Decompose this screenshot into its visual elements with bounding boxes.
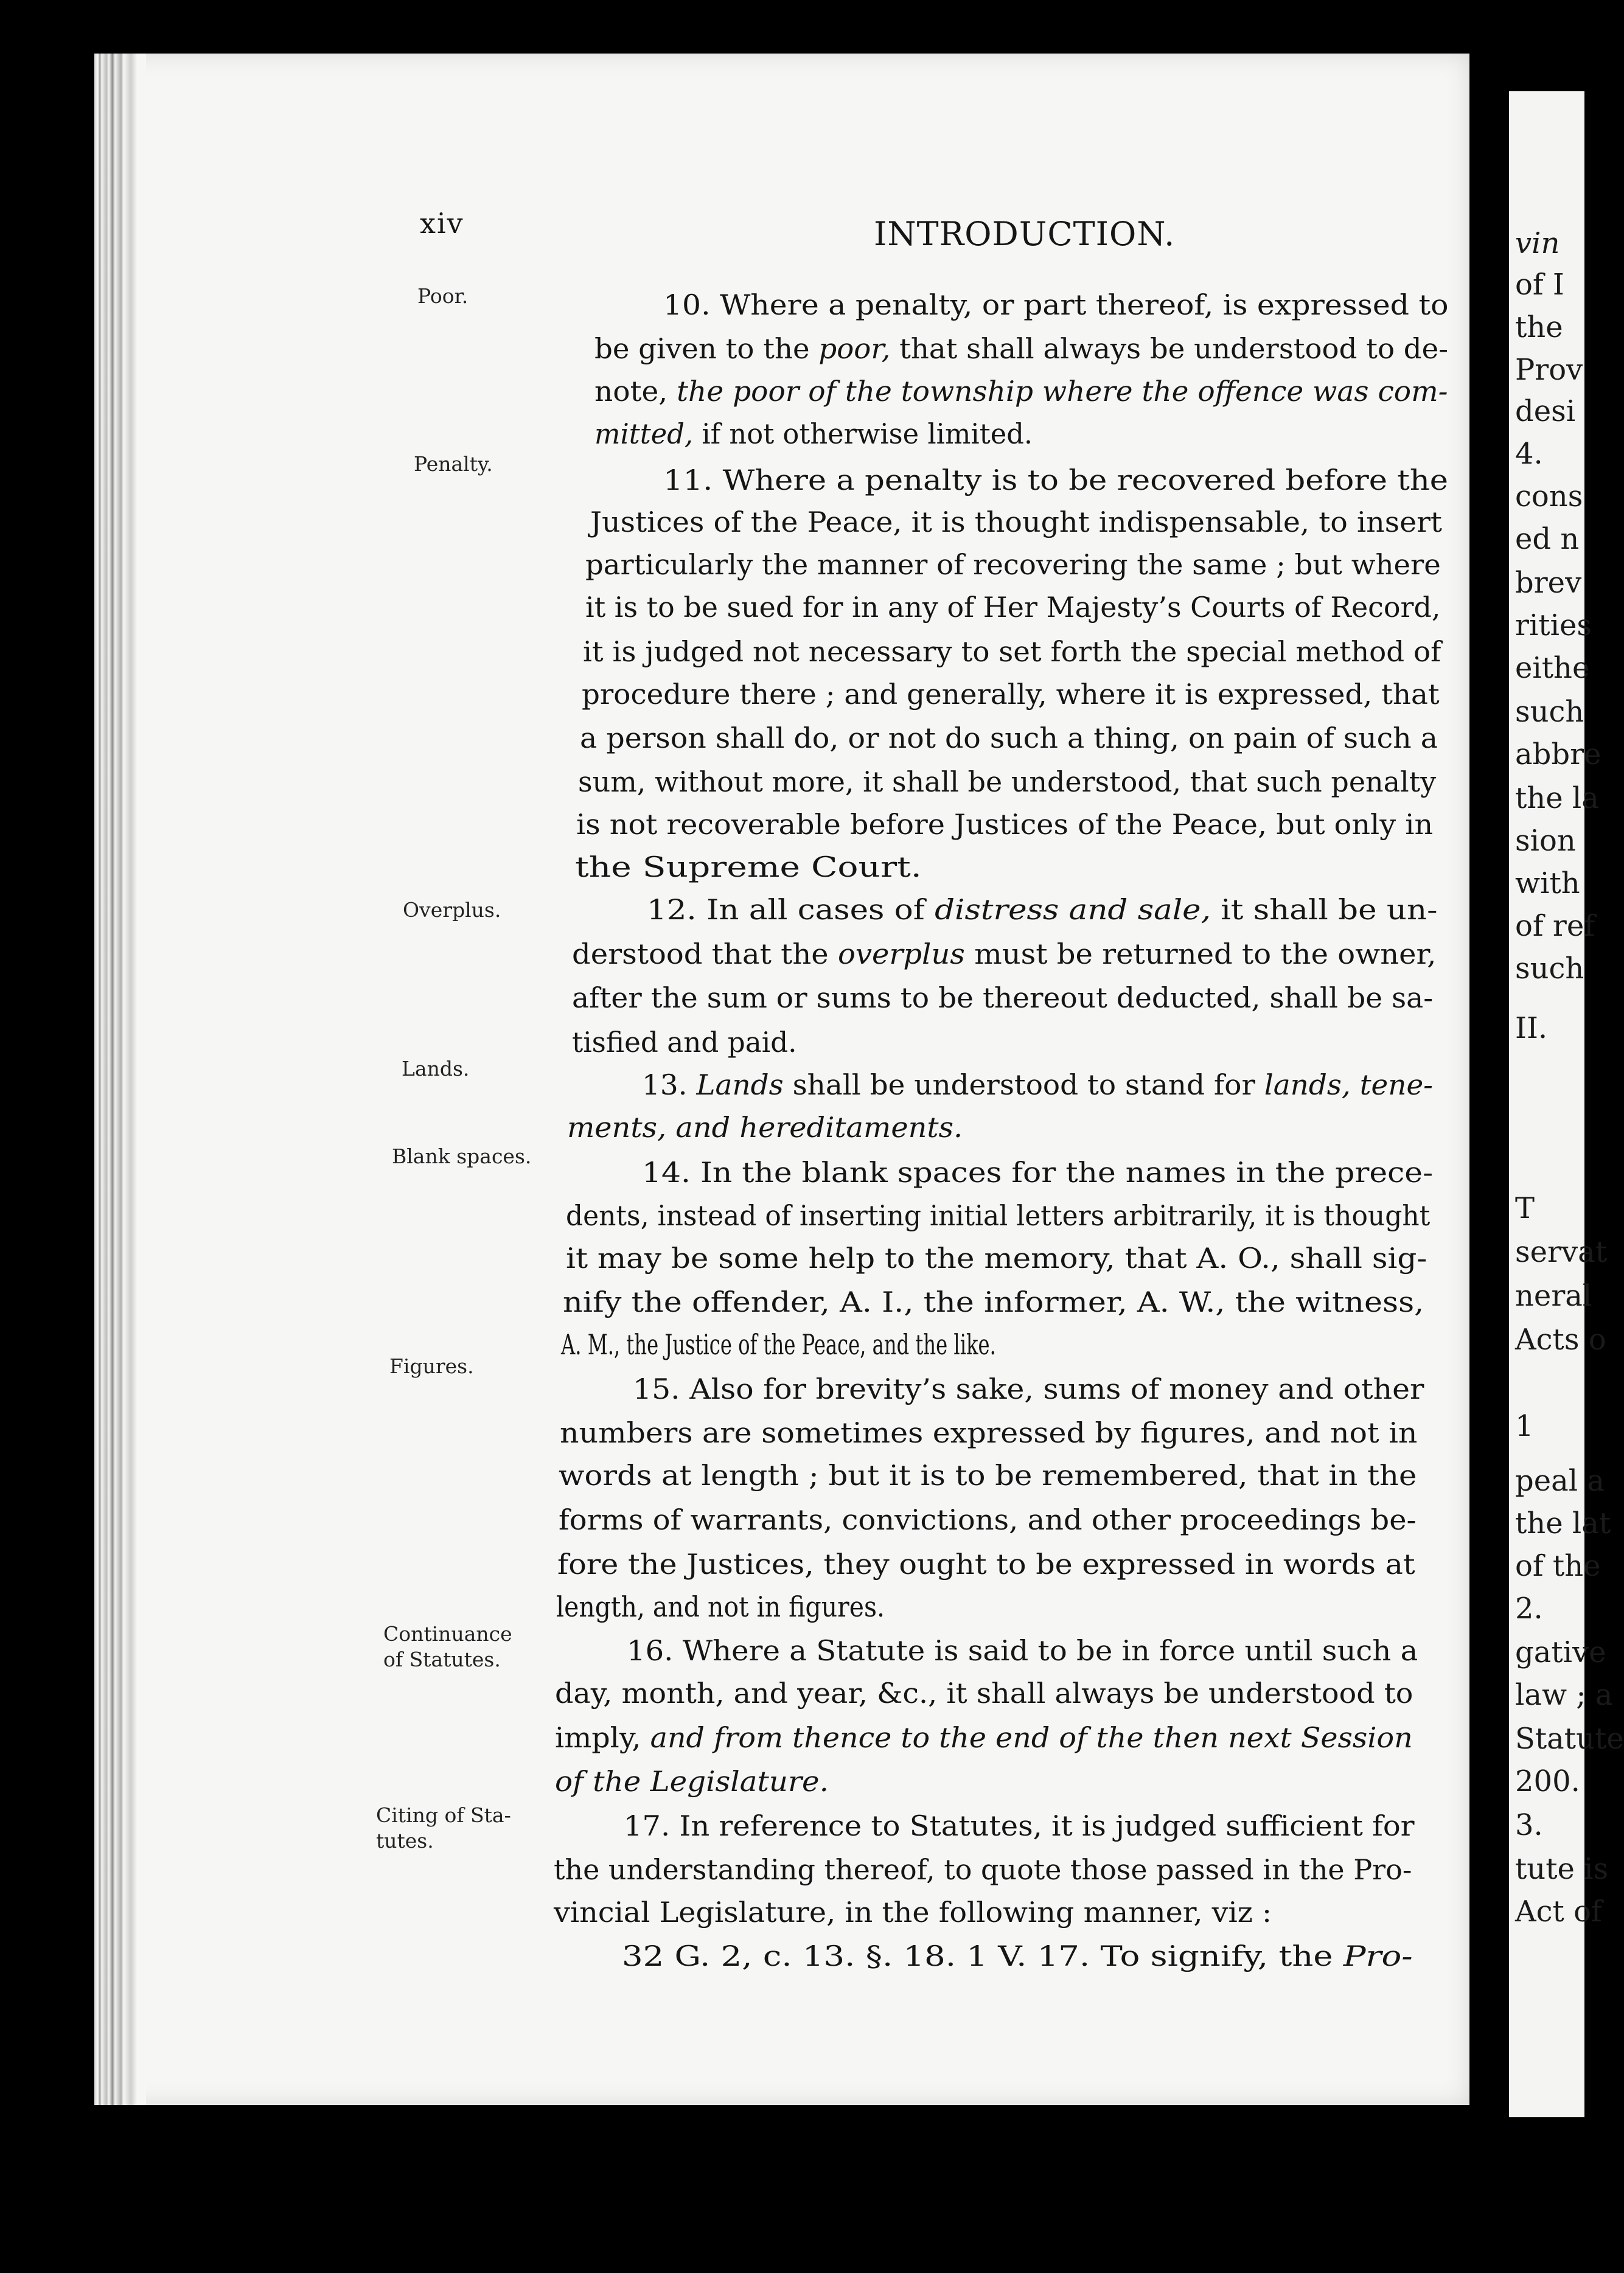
text-line xyxy=(554,1853,1412,1886)
text-line xyxy=(633,1375,1424,1403)
facing-page-text: T xyxy=(1515,1191,1535,1225)
margin-note-line: Figures. xyxy=(389,1354,474,1378)
text-run: 15. Also for brevity’s sake, sums of money and other xyxy=(633,1373,1424,1405)
text-line xyxy=(583,635,1441,668)
text-line xyxy=(627,1634,1418,1667)
facing-page-text: brev xyxy=(1515,566,1582,600)
text-line xyxy=(575,853,922,881)
facing-page-text: of I xyxy=(1515,268,1564,302)
text-run: particularly the manner of recovering the same ; but where xyxy=(585,548,1441,581)
text-run: must be returned to the owner, xyxy=(964,938,1437,970)
facing-page-text: the la xyxy=(1515,781,1599,815)
facing-page-text: with xyxy=(1515,866,1580,900)
facing-page-text: such xyxy=(1515,695,1584,729)
text-run: 32 G. 2, c. 13. §. 18. 1 V. 17. To signify, the xyxy=(622,1940,1343,1972)
text-run: 13. xyxy=(642,1068,697,1101)
italic-text: and from thence to the end of the then next Session xyxy=(650,1721,1413,1754)
margin-note-line: Continuance xyxy=(383,1622,512,1646)
margin-note-line: Penalty. xyxy=(414,452,493,476)
text-line xyxy=(559,1459,1417,1492)
facing-page-text: 2. xyxy=(1515,1592,1543,1626)
margin-note-line: Blank spaces. xyxy=(392,1144,532,1168)
facing-page-text: ed n xyxy=(1515,522,1580,556)
facing-page-text: Statute xyxy=(1515,1722,1624,1756)
facing-page-text: of ref xyxy=(1515,909,1595,943)
text-line xyxy=(572,981,1434,1014)
margin-note-line: Overplus. xyxy=(403,898,501,922)
text-run: a person shall do, or not do such a thing, on pain of such a xyxy=(580,722,1438,754)
text-run: the understanding thereof, to quote those passed in the Pro- xyxy=(554,1853,1412,1886)
margin-note xyxy=(417,284,468,309)
text-line xyxy=(554,1896,1272,1929)
facing-page-text: 3. xyxy=(1515,1808,1543,1842)
margin-note xyxy=(414,451,493,477)
text-line xyxy=(557,1548,1415,1581)
text-run: derstood that the xyxy=(572,938,838,970)
text-run: dents, instead of inserting initial letters arbitrarily, it is thought xyxy=(566,1199,1431,1232)
text-run: 16. Where a Statute is said to be in force until such a xyxy=(627,1634,1418,1667)
text-run: imply, xyxy=(555,1721,650,1754)
text-run: note, xyxy=(594,375,677,408)
text-run: 12. In all cases of xyxy=(647,893,935,926)
margin-note xyxy=(376,1803,511,1854)
facing-page-text: the xyxy=(1515,310,1563,344)
text-line xyxy=(578,765,1437,798)
text-line xyxy=(555,1677,1413,1710)
text-run: forms of warrants, convictions, and other proceedings be- xyxy=(559,1503,1417,1536)
text-run: sum, without more, it shall be understood, that such penalty xyxy=(578,765,1437,798)
italic-text: Pro- xyxy=(1343,1940,1413,1972)
text-line xyxy=(663,288,1449,321)
text-line xyxy=(590,508,1442,536)
text-line xyxy=(576,808,1434,841)
facing-page-text: eithe xyxy=(1515,651,1590,685)
italic-text: distress and sale, xyxy=(935,893,1211,926)
text-run: shall be understood to stand for xyxy=(783,1068,1264,1101)
facing-page-text: such xyxy=(1515,952,1584,986)
italic-text: Lands xyxy=(696,1068,784,1101)
text-line xyxy=(585,548,1441,581)
margin-note-line: Citing of Sta- xyxy=(376,1803,511,1827)
text-run: numbers are sometimes expressed by figures, and not in xyxy=(560,1416,1418,1449)
facing-page-text: neral xyxy=(1515,1279,1592,1313)
text-line xyxy=(585,591,1441,624)
text-run: 14. In the blank spaces for the names in the prece- xyxy=(642,1156,1434,1189)
text-run: words at length ; but it is to be remembered, that in the xyxy=(559,1459,1417,1492)
text-run: be given to the xyxy=(594,332,819,365)
text-line xyxy=(642,1068,1434,1101)
text-run: if not otherwise limited. xyxy=(693,417,1033,450)
facing-page-text: of the xyxy=(1515,1549,1601,1583)
facing-page-text: law ; a xyxy=(1515,1678,1613,1712)
text-line xyxy=(566,1242,1427,1275)
text-line xyxy=(556,1590,885,1623)
page-edge-binding xyxy=(94,54,146,2105)
text-line xyxy=(559,1503,1417,1536)
text-line xyxy=(663,466,1448,494)
text-line xyxy=(580,724,1438,752)
text-line xyxy=(572,1026,797,1059)
text-run: it is judged not necessary to set forth the special method of xyxy=(583,635,1441,668)
italic-text: lands, tene- xyxy=(1264,1068,1434,1101)
margin-note-line: Lands. xyxy=(402,1057,470,1081)
facing-page-text: servat xyxy=(1515,1235,1608,1269)
italic-text: overplus xyxy=(837,938,965,970)
italic-text: of the Legislature. xyxy=(555,1765,829,1798)
text-run: procedure there ; and generally, where it is expressed, that xyxy=(582,678,1440,711)
italic-text: poor, xyxy=(818,332,891,365)
text-line xyxy=(560,1416,1418,1449)
facing-page-text: desi xyxy=(1515,394,1576,428)
margin-note-line: Poor. xyxy=(417,284,469,308)
facing-page-text: II. xyxy=(1515,1011,1548,1045)
text-run: day, month, and year, &c., it shall always be understood to xyxy=(555,1677,1413,1710)
running-head: INTRODUCTION. xyxy=(874,215,1176,253)
text-line xyxy=(624,1809,1415,1842)
margin-note xyxy=(392,1144,531,1169)
facing-page-text: vin xyxy=(1515,226,1560,260)
facing-page-text: 200. xyxy=(1515,1764,1580,1798)
facing-page-text: sion xyxy=(1515,824,1576,858)
text-line xyxy=(566,1199,1431,1232)
italic-text: ments, and hereditaments. xyxy=(567,1111,963,1144)
facing-page-text: Prov xyxy=(1515,353,1583,387)
text-run: the Supreme Court. xyxy=(575,851,922,883)
facing-page-text: Acts o xyxy=(1515,1323,1606,1357)
text-line xyxy=(572,940,1436,968)
page-number: xiv xyxy=(420,207,464,240)
text-line xyxy=(555,1721,1413,1754)
text-line xyxy=(582,678,1440,711)
text-run: that shall always be understood to de- xyxy=(890,332,1448,365)
italic-text: mitted, xyxy=(594,417,694,450)
text-run: after the sum or sums to be thereout deducted, shall be sa- xyxy=(572,981,1434,1014)
text-run: fore the Justices, they ought to be expressed in words at xyxy=(557,1548,1415,1581)
text-run: it may be some help to the memory, that A. O., shall sig- xyxy=(566,1242,1427,1275)
text-run: it is to be sued for in any of Her Majesty’s Courts of Record, xyxy=(585,591,1441,624)
facing-page-text: 4. xyxy=(1515,437,1543,471)
facing-page-text: cons xyxy=(1515,479,1583,513)
text-line xyxy=(563,1288,1424,1316)
facing-page-text: tute is xyxy=(1515,1852,1609,1886)
facing-page-text: abbre xyxy=(1515,737,1601,771)
text-line xyxy=(647,893,1438,926)
text-line xyxy=(594,417,1033,450)
margin-note xyxy=(383,1621,512,1673)
text-run: nify the offender, A. I., the informer, A. W., the witness, xyxy=(563,1286,1424,1318)
text-run: Justices of the Peace, it is thought indispensable, to insert xyxy=(590,506,1443,538)
text-line xyxy=(642,1156,1434,1189)
text-line xyxy=(561,1328,996,1361)
italic-text: the poor of the township where the offence was com- xyxy=(677,375,1448,408)
text-line xyxy=(594,375,1448,408)
text-run: tisfied and paid. xyxy=(572,1026,797,1059)
text-run: A. M., the Justice of the Peace, and the like. xyxy=(561,1328,996,1361)
text-run: length, and not in figures. xyxy=(556,1590,885,1623)
text-run: vincial Legislature, in the following manner, viz : xyxy=(554,1896,1272,1929)
margin-note xyxy=(403,897,501,923)
facing-page-text: Act of xyxy=(1515,1895,1602,1929)
margin-note-line: of Statutes. xyxy=(383,1648,501,1671)
text-run: 17. In reference to Statutes, it is judged sufficient for xyxy=(624,1809,1415,1842)
margin-note xyxy=(402,1056,469,1082)
margin-note-line: tutes. xyxy=(376,1829,434,1853)
text-line xyxy=(594,332,1448,365)
facing-page-text: 1 xyxy=(1515,1409,1534,1443)
facing-page-text: the lat xyxy=(1515,1506,1611,1540)
text-run: it shall be un- xyxy=(1210,893,1438,926)
text-line xyxy=(555,1765,829,1798)
text-line xyxy=(622,1942,1413,1970)
facing-page-text: rities xyxy=(1515,608,1592,642)
margin-note xyxy=(389,1354,474,1379)
facing-page-fragment xyxy=(1509,91,1624,2117)
text-run: 10. Where a penalty, or part thereof, is expressed to xyxy=(663,288,1449,321)
text-run: 11. Where a penalty is to be recovered before the xyxy=(663,464,1449,496)
text-line xyxy=(567,1111,963,1144)
facing-page-text: peal a xyxy=(1515,1464,1605,1498)
facing-page-text: gative xyxy=(1515,1635,1606,1669)
text-run: is not recoverable before Justices of the Peace, but only in xyxy=(576,808,1434,841)
